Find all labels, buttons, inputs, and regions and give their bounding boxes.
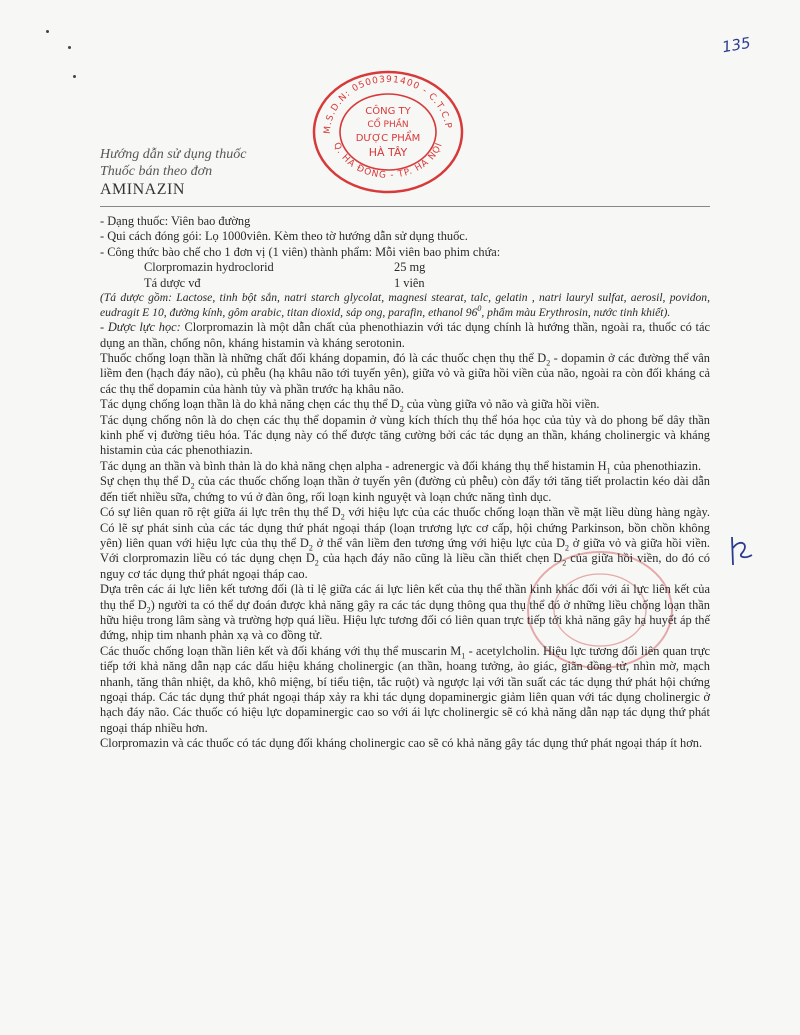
paragraph: Sự chẹn thụ thể $D_2$ của các thuốc chống loạn thần ở tuyến yên (đường củ phễu) còn đẩy tới tăng tiết prolactin kéo dài dẫn đến tiết nhiều sữa, chứng to vú ở đàn ông, rối loạn kinh nguyệt và loạn chức năng tình dục.: [100, 474, 710, 504]
pharmacodynamics-label: - Dược lực học:: [100, 320, 181, 335]
page-number: 135: [720, 33, 752, 57]
paragraph: Thuốc chống loạn thần là những chất đối kháng dopamin, đó là các thuốc chẹn thụ thể $D_2$ - dopamin ở các đường thể vân liềm đen (hạch đáy não), củ phễu (hạ khâu não tới tuyến yên), giữa vỏ và giữa hồi viền của não, ngoài ra còn đối kháng cả các thụ thể dopamin của hành tủy và phần trước hạ khâu não.: [100, 351, 711, 396]
ingredient-amount: 1 viên: [394, 275, 425, 290]
document-title: AMINAZIN: [100, 181, 185, 198]
stamp-line1: CÔNG TY: [365, 106, 411, 117]
ingredient-row: [100, 276, 710, 291]
paragraph: Các thuốc chống loạn thần liên kết và đối kháng với thụ thể muscarin $M_1$ - acetylcholin. Hiệu lực tương đối liên quan trực tiếp tới khả năng dẫn nạp các dấu hiệu kháng cholinergic (an thần, hoang tưởng, ảo giác, giãn đồng tử, nhìn mờ, mạch nhanh, tăng thân nhiệt, da khô, khô miệng, bí tiểu tiện, tắc ruột) và ngược lại với tần suất các tác dụng thứ phát hội chứng ngoại tháp. Các tác dụng thứ phát ngoại tháp xảy ra khi tác dụng dopaminergic giảm liên quan với tác dụng cholinergic ở hạch đáy não. Các thuốc có hiệu lực dopaminergic cao so với ái lực cholinergic sẽ có khả năng dẫn nạp tác dụng thứ phát ngoại tháp nhiều hơn.: [100, 643, 710, 735]
speck: [73, 75, 76, 78]
header-divider: [100, 206, 710, 207]
stamp-line4: HÀ TÂY: [368, 146, 408, 159]
speck: [46, 30, 49, 33]
ingredient-row: [100, 260, 710, 275]
paragraph: Tác dụng chống loạn thần là do khả năng chẹn các thụ thể $D_2$ của vùng giữa vỏ não và giữa hồi viền.: [100, 397, 600, 414]
stamp-line2: CỔ PHẦN: [367, 120, 409, 130]
ingredient-name: Clorpromazin hydroclorid: [144, 260, 274, 275]
header-line2: Thuốc bán theo đơn: [100, 164, 213, 179]
document-body: [100, 214, 710, 752]
pharmacodynamics: - Dược lực học: Clorpromazin là một dẫn chất của phenothiazin với tác dụng chính là hướng thần, ngoài ra, thuốc có tác dụng an thần, chống nôn, kháng histamin và kháng serotonin.: [100, 320, 710, 350]
signature-mark: [726, 534, 756, 573]
packaging: - Qui cách đóng gói: Lọ 1000viên. Kèm theo tờ hướng dẫn sử dụng thuốc.: [100, 229, 468, 244]
header-line1: Hướng dẫn sử dụng thuốc: [100, 147, 247, 162]
excipients-list: (Tá dược gồm: Lactose, tinh bột sắn, natri starch glycolat, magnesi stearat, talc, gelatin , natri lauryl sulfat, aerosil, povidon, eudragit E 10, đường kính, gôm arabic, titan dioxid, sáp ong, parafin, ethanol $96^0$, phẩm màu Erythrosin, nước tinh khiết).: [100, 291, 710, 319]
stamp-ring-top: M.S.D.N: 0500391400 - C.T.C.P: [322, 74, 453, 135]
stamp-ring-bottom: Q. HÀ ĐÔNG - TP. HÀ NỘI: [331, 141, 445, 181]
document-header: [100, 146, 700, 200]
paragraph: Tác dụng an thần và bình thản là do khả năng chẹn alpha - adrenergic và đối kháng thụ thể histamin $H_1$ của phenothiazin.: [100, 458, 702, 476]
speck: [68, 46, 71, 49]
ingredient-name: Tá dược vđ: [144, 275, 201, 290]
paragraph: Clorpromazin và các thuốc có tác dụng đối kháng cholinergic cao sẽ có khả năng gây tác dụng thứ phát ngoại tháp ít hơn.: [100, 736, 703, 751]
stamp-line3: DƯỢC PHẨM: [355, 133, 421, 144]
formula-intro: - Công thức bào chế cho 1 đơn vị (1 viên) thành phẩm: Mỗi viên bao phim chứa:: [100, 244, 501, 259]
paragraph: Tác dụng chống nôn là do chẹn các thụ thể dopamin ở vùng kích thích thụ thể hóa học của tủy và do phong bế dây thần kinh phế vị đường tiêu hóa. Tác dụng này có thể được tăng cường bởi các tác dụng an thần, kháng cholinergic và kháng histamin của các phenothiazin.: [100, 412, 710, 458]
paragraph: Có sự liên quan rõ rệt giữa ái lực trên thụ thể $D_2$ với hiệu lực của các thuốc chống loạn thần về mặt liều dùng hàng ngày. Có lẽ sự phát sinh của các tác dụng thứ phát ngoại tháp (loạn trương lực cơ cấp, hội chứng Parkinson, bồn chồn không yên) liên quan với hiệu lực của thụ thể $D_2$ ở thể vân liềm đen tương ứng với hiệu lực của $D_2$ ở giữa vỏ và giữa hồi viền. Với clorpromazin liều có tác dụng chẹn $D_2$ của hạch đáy não cũng là liều cần thiết chẹn $D_2$ của giữa hồi viền, do đó có nguy cơ tác dụng thứ phát ngoại tháp cao.: [100, 505, 710, 581]
ingredient-amount: 25 mg: [394, 260, 426, 275]
dosage-form: - Dạng thuốc: Viên bao đường: [100, 214, 251, 228]
paragraph: Dựa trên các ái lực liên kết tương đối (là tỉ lệ giữa các ái lực liên kết của thụ thể thần kinh khác đối với ái lực liên kết của thụ thể $D_2$) người ta có thể dự đoán được khả năng gây ra các tác dụng thông qua thụ thể đó ở những liều chống loạn thần hữu hiệu trong lâm sàng và trường hợp quá liều. Hiệu lực tương đối có liên quan trực tiếp tới khả năng gây hạ huyết áp thế đứng, nhịp tim nhanh phản xạ và co đồng tử.: [100, 582, 710, 643]
